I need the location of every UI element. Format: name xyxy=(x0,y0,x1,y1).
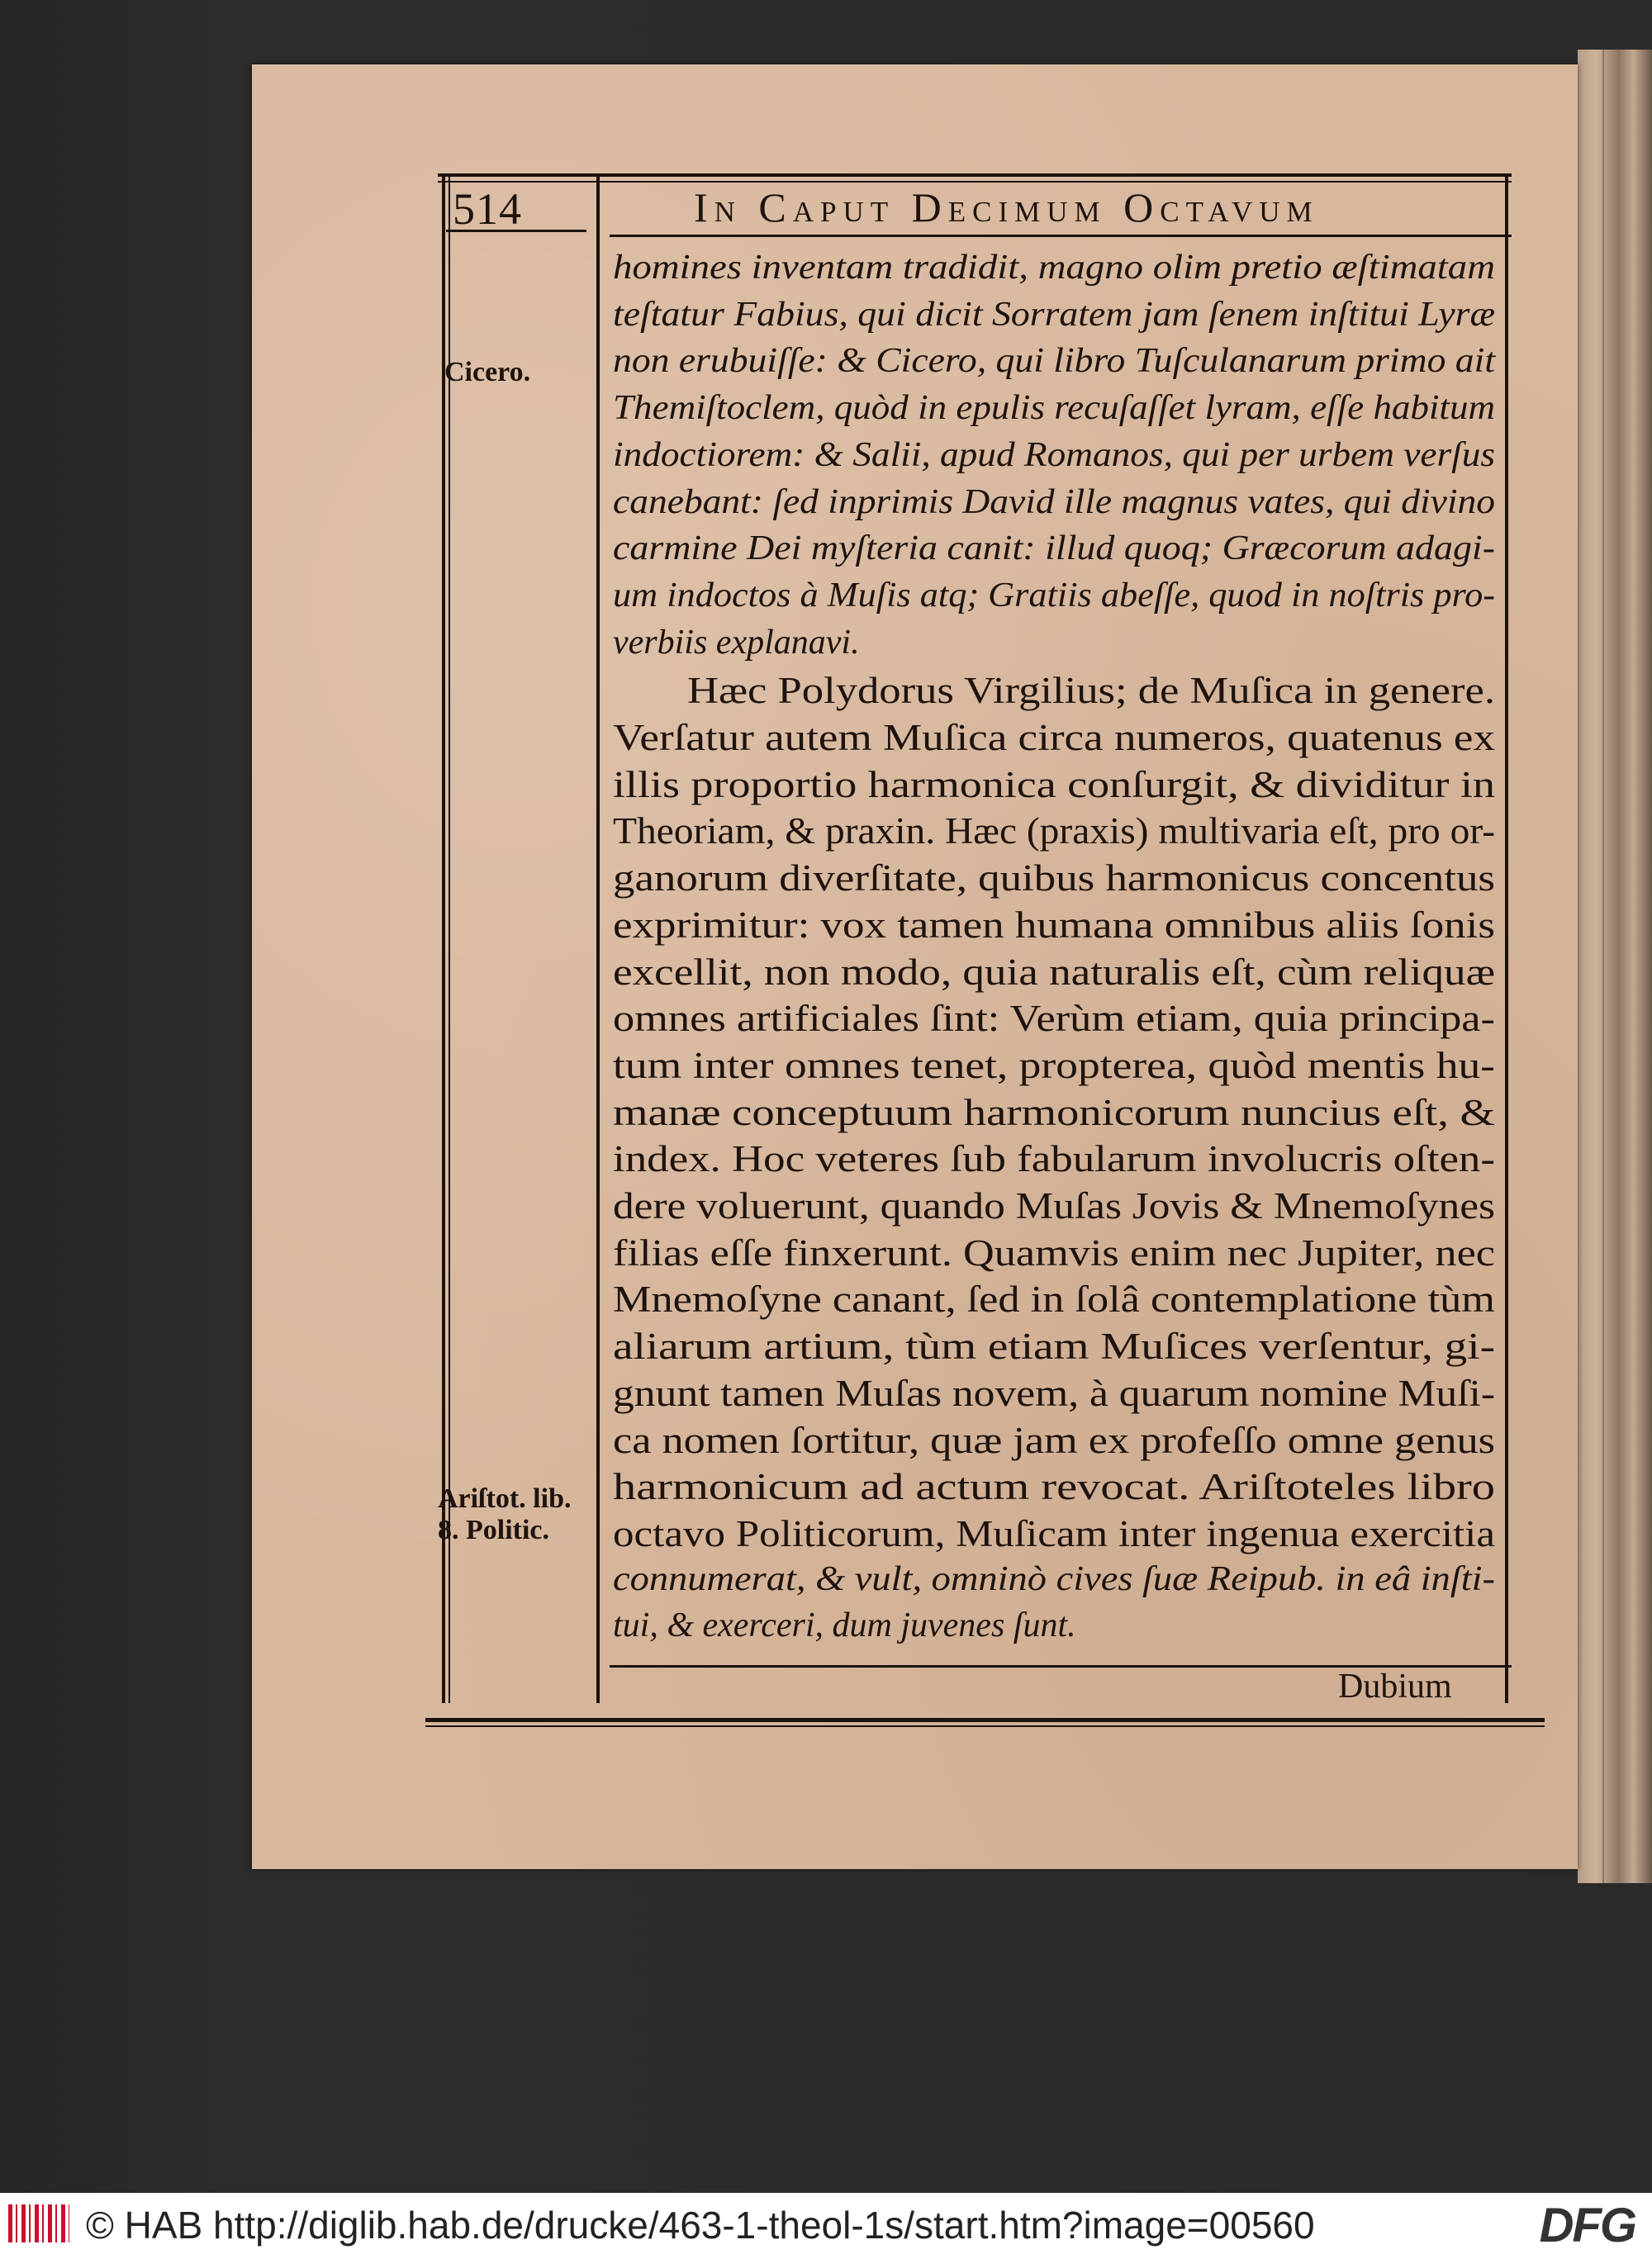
text-line: ganorum diverſitate, quibus harmonicus concentus xyxy=(613,857,1495,899)
running-head: In Caput Decimum Octavum xyxy=(694,184,1319,230)
text-line: tui, & exerceri, dum juvenes ſunt. xyxy=(613,1606,1076,1645)
margin-note-aristotle xyxy=(438,1483,571,1546)
frame-rule-left xyxy=(442,175,445,1703)
text-line: illis proportio harmonica conſurgit, & dividitur in xyxy=(613,763,1495,805)
text-line: Themiſtoclem, quòd in epulis recuſaſſet lyram, eſſe habitum xyxy=(613,389,1495,428)
margin-column-rule xyxy=(596,175,600,1703)
catchword: Dubium xyxy=(1338,1668,1452,1706)
text-line: tum inter omnes tenet, propterea, quòd mentis hu- xyxy=(613,1044,1495,1086)
footer-bar xyxy=(0,2193,1652,2254)
text-line: filias eſſe finxerunt. Quamvis enim nec Jupiter, nec xyxy=(613,1231,1495,1274)
text-line: harmonicum ad actum revocat. Ariſtoteles libro xyxy=(613,1466,1495,1508)
text-line: index. Hoc veteres ſub fabularum involucris oſten- xyxy=(613,1138,1495,1180)
page-edge xyxy=(1578,50,1652,1883)
margin-note-line: 8. Politic. xyxy=(438,1515,550,1545)
text-line: dere voluerunt, quando Muſas Jovis & Mnemoſynes xyxy=(613,1185,1495,1227)
text-line: carmine Dei myſteria canit: illud quoq; Græcorum adagi- xyxy=(613,529,1495,568)
frame-rule-left-thin xyxy=(449,175,450,1703)
text-line: gnunt tamen Muſas novem, à quarum nomine Muſi- xyxy=(613,1372,1495,1414)
frame-rule-bottom xyxy=(425,1718,1545,1722)
text-line: canebant: ſed inprimis David ille magnus vates, qui divino xyxy=(613,482,1495,521)
text-line: octavo Politicorum, Muſicam inter ingenua exercitia xyxy=(613,1512,1495,1554)
dfg-logo: DFG xyxy=(1539,2199,1635,2252)
text-line: Verſatur autem Muſica circa numeros, quatenus ex xyxy=(613,717,1495,758)
margin-note-line: Ariſtot. lib. xyxy=(438,1483,572,1514)
text-line: omnes artificiales ſint: Verùm etiam, quia principa- xyxy=(613,998,1495,1040)
margin-note-line: Cicero. xyxy=(444,357,531,387)
text-line: teſtatur Fabius, qui dicit Sorratem jam ſenem inſtitui Lyræ xyxy=(613,295,1495,334)
running-head-rule xyxy=(610,235,1512,237)
barcode-icon xyxy=(8,2204,69,2242)
text-line: verbiis explanavi. xyxy=(613,623,860,662)
text-line: ca nomen ſortitur, quæ jam ex profeſſo omne genus xyxy=(613,1419,1495,1461)
frame-rule-right xyxy=(1505,175,1508,1703)
text-line: manæ conceptuum harmonicorum nuncius eſt, & xyxy=(613,1091,1495,1133)
text-line: connumerat, & vult, omninò cives ſuæ Reipub. in eâ inſti- xyxy=(613,1559,1495,1598)
text-line: um indoctos à Muſis atq; Gratiis abeſſe, quod in noſtris pro- xyxy=(613,576,1495,615)
text-line: non erubuiſſe: & Cicero, qui libro Tuſculanarum primo ait xyxy=(613,342,1495,381)
text-line: Theoriam, & praxin. Hæc (praxis) multivaria eſt, pro or- xyxy=(613,810,1495,852)
text-line: exprimitur: vox tamen humana omnibus aliis ſonis xyxy=(613,904,1495,946)
text-line: excellit, non modo, quia naturalis eſt, cùm reliquæ xyxy=(613,951,1495,993)
text-line: Mnemoſyne canant, ſed in ſolâ contemplatione tùm xyxy=(613,1279,1495,1321)
text-line: indoctiorem: & Salii, apud Romanos, qui per urbem verſus xyxy=(613,435,1495,474)
page-number: 514 xyxy=(453,184,522,234)
text-line: aliarum artium, tùm etiam Muſices verſentur, gi- xyxy=(613,1326,1495,1368)
footer-credit[interactable]: © HAB http://diglib.hab.de/drucke/463-1-theol-1s/start.htm?image=00560 xyxy=(86,2204,1315,2247)
text-line: homines inventam tradidit, magno olim pretio æſtimatam xyxy=(613,249,1495,287)
text-line: Hæc Polydorus Virgilius; de Muſica in genere. xyxy=(687,670,1495,712)
margin-note-cicero xyxy=(444,357,530,388)
frame-rule-bottom-thin xyxy=(425,1725,1545,1727)
